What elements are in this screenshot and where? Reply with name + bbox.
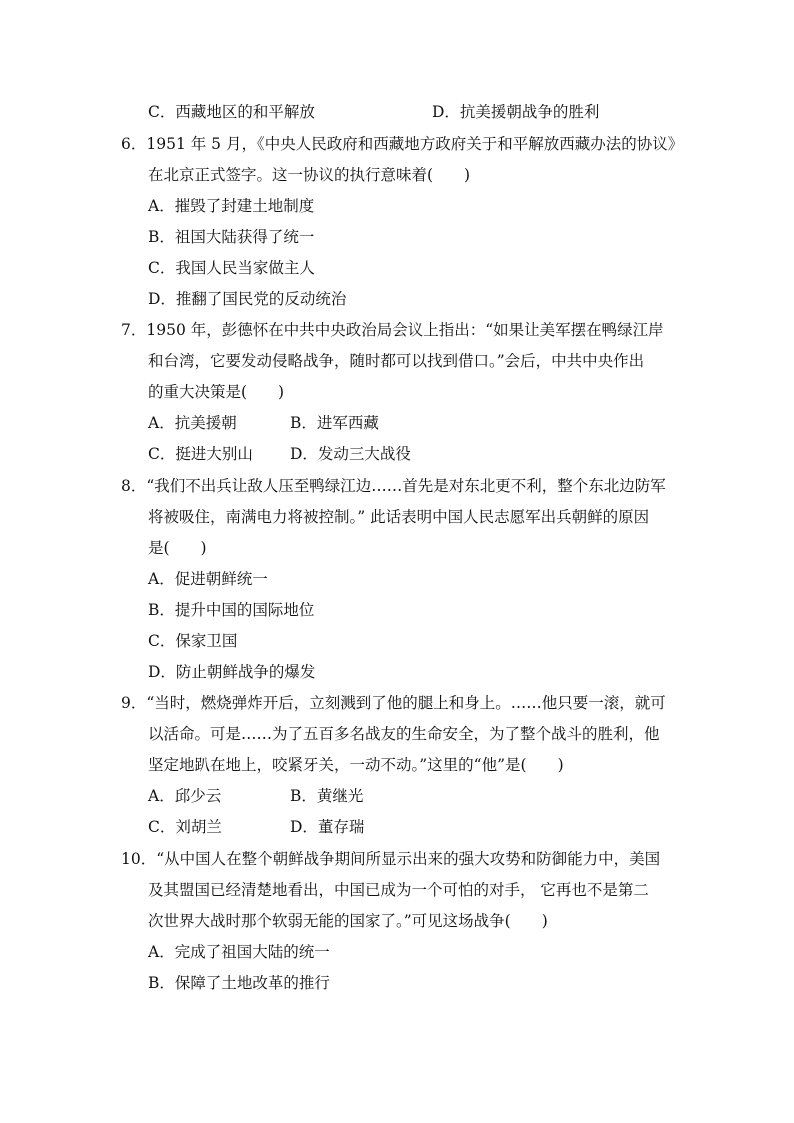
q6-option-d: D．推翻了国民党的反动统治 [148,290,347,308]
q7-stem-line3: 的重大决策是( ) [148,383,285,401]
q9-option-a: A．邱少云 [148,787,222,805]
q10-stem-line2: 及其盟国已经清楚地看出，中国已成为一个可怕的对手， 它再也不是第二 [148,881,649,899]
q8-option-b: B．提升中国的国际地位 [148,601,315,619]
q7-option-d: D．发动三大战役 [290,445,411,463]
q10-stem-line3: 次世界大战时那个软弱无能的国家了。”可见这场战争( ) [148,912,548,930]
q9-stem-line1: 9．“当时，燃烧弹炸开后，立刻溅到了他的腿上和身上。……他只要一滚，就可 [121,694,666,712]
q9-stem-line2: 以活命。可是……为了五百多名战友的生命安全，为了整个战斗的胜利，他 [148,725,660,743]
q8-option-d: D．防止朝鲜战争的爆发 [148,663,316,681]
q8-stem-line2: 将被吸住，南满电力将被控制。” 此话表明中国人民志愿军出兵朝鲜的原因 [148,508,650,526]
q9-option-d: D．董存瑞 [290,818,365,836]
q5-option-d: D．抗美援朝战争的胜利 [432,103,600,121]
q7-stem-line2: 和台湾，它要发动侵略战争，随时都可以找到借口。”会后，中共中央作出 [148,352,645,370]
q6-stem-line1: 6．1951 年 5 月，《中央人民政府和西藏地方政府关于和平解放西藏办法的协议》 [121,135,684,153]
q7-option-b: B．进军西藏 [290,414,379,432]
q9-stem-line3: 坚定地趴在地上，咬紧牙关，一动不动。”这里的“他”是( ) [148,756,564,774]
q10-option-b: B．保障了土地改革的推行 [148,974,330,992]
q10-stem-line1: 10．“从中国人在整个朝鲜战争期间所显示出来的强大攻势和防御能力中，美国 [121,850,661,868]
q8-stem-line3: 是( ) [148,539,207,557]
q8-option-c: C．保家卫国 [148,632,238,650]
q8-option-a: A．促进朝鲜统一 [148,570,268,588]
q5-option-c: C．西藏地区的和平解放 [148,103,315,121]
q6-option-c: C．我国人民当家做主人 [148,259,315,277]
q7-stem-line1: 7．1950 年，彭德怀在中共中央政治局会议上指出：“如果让美军摆在鸭绿江岸 [121,321,664,339]
q8-stem-line1: 8．“我们不出兵让敌人压至鸭绿江边……首先是对东北更不利，整个东北边防军 [121,477,666,495]
q7-option-a: A．抗美援朝 [148,414,237,432]
q9-option-c: C．刘胡兰 [148,818,222,836]
q6-stem-line2: 在北京正式签字。这一协议的执行意味着( ) [148,166,471,184]
q6-option-b: B．祖国大陆获得了统一 [148,228,315,246]
q10-option-a: A．完成了祖国大陆的统一 [148,943,330,961]
q9-option-b: B．黄继光 [290,787,364,805]
q7-option-c: C．挺进大别山 [148,445,253,463]
q6-option-a: A．摧毁了封建土地制度 [148,197,315,215]
